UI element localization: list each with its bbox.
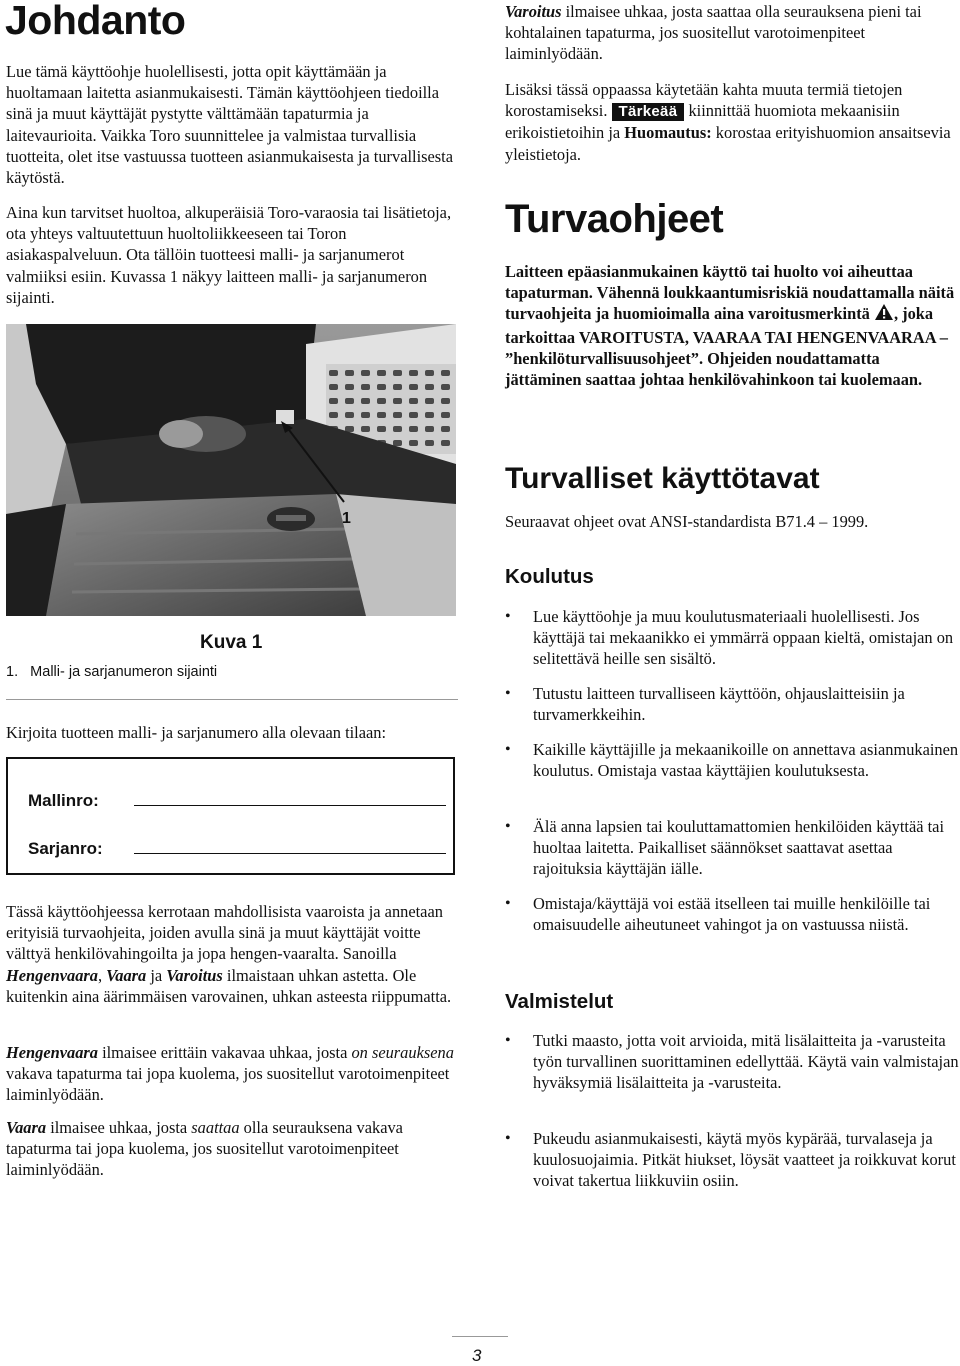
write-number-prompt: Kirjoita tuotteen malli- ja sarjanumero alla olevaan tilaan: [6, 723, 387, 742]
important-tag: Tärkeää [612, 103, 685, 121]
page-title: Johdanto [5, 0, 186, 43]
serial-number-label: Sarjanro: [28, 839, 103, 858]
footer-divider [452, 1336, 508, 1337]
practices-paragraph: Seuraavat ohjeet ovat ANSI-standardista B71.4 – 1999. [505, 512, 869, 531]
training-title: Koulutus [505, 565, 594, 588]
safe-practices-title: Turvalliset käyttötavat [505, 462, 820, 495]
list-item: • Tutki maasto, jotta voit arvioida, mitä lisälaitteita ja -varusteita työn turvallinen suorittaminen edellyttää. Käytä vain valmistajan hyväksymiä lisälaitteita ja -varusteita. [505, 1031, 959, 1093]
serial-number-field[interactable] [134, 853, 446, 854]
varoitus-definition: Varoitus ilmaisee uhkaa, josta saattaa olla seurauksena pieni tai kohtalainen tapaturma, jos suositellut varotoimenpiteet laiminlyödään. [505, 2, 922, 64]
serial-number-form [6, 757, 455, 875]
preparation-title: Valmistelut [505, 990, 614, 1013]
bullet-icon: • [505, 818, 511, 835]
list-item: • Älä anna lapsien tai kouluttamattomien henkilöiden käyttää tai huoltaa laitetta. Paikalliset säännökset saattavat asettaa rajoituksia käyttäjän iälle. [505, 817, 945, 879]
model-number-field[interactable] [134, 805, 446, 806]
list-item: • Omistaja/käyttäjä voi estää itselleen tai muille henkilöille tai omaisuudelle aiheutuneet vahingot ja on vastuussa niistä. [505, 894, 931, 935]
bullet-icon: • [505, 895, 511, 912]
bullet-icon: • [505, 1130, 511, 1147]
bullet-icon: • [505, 608, 511, 625]
terms-paragraph: Lisäksi tässä oppaassa käytetään kahta muuta termiä tietojen korostamiseksi. Tärkeää kiinnittää huomiota mekaanisiin erikoistietoihin ja Huomautus: korostaa erityishuomion ansaitsevia yleistietoja. [505, 80, 951, 164]
model-number-label: Mallinro: [28, 791, 99, 810]
figure-caption: 1. Malli- ja sarjanumeron sijainti [6, 664, 218, 680]
signal-words-paragraph: Tässä käyttöohjeessa kerrotaan mahdollisista vaaroista ja annetaan erityisiä turvaohjeita, joiden avulla sinä ja muut käyttäjät voitte välttyä henkilövahingoilta ja jopa hengen-vaaralta. Sanoilla Hengenvaara, Vaara ja Varoitus ilmaistaan uhkan astetta. Ole kuitenkin aina äärimmäisen varovainen, uhkan asteesta riippumatta. [6, 902, 452, 1006]
safety-title: Turvaohjeet [505, 197, 724, 241]
vaara-definition: Vaara ilmaisee uhkaa, josta saattaa olla seurauksena vakava tapaturma tai jopa kuolema, jos suositellut varotoimenpiteet laiminlyödään. [6, 1118, 403, 1180]
figure-title: Kuva 1 [200, 632, 263, 653]
list-item: • Pukeudu asianmukaisesti, käytä myös kypärää, turvalaseja ja kuulosuojaimia. Pitkät hiukset, löysät vaatteet ja roikkuvat korut voivat takertua liikkuviin osiin. [505, 1129, 956, 1191]
list-item: • Tutustu laitteen turvalliseen käyttöön, ohjauslaitteisiin ja turvamerkkeihin. [505, 684, 905, 725]
engine-photo [6, 324, 456, 616]
hengenvaara-definition: Hengenvaara ilmaisee erittäin vakavaa uhkaa, josta on seurauksena vakava tapaturma tai jopa kuolema, jos suositellut varotoimenpiteet laiminlyödään. [6, 1043, 454, 1105]
caption-divider [6, 699, 458, 700]
service-paragraph: Aina kun tarvitset huoltoa, alkuperäisiä Toro-varaosia tai lisätietoja, ota yhteys valtuutettuun huoltoliikkeeseen tai Toron asiakaspalveluun. Ota tällöin tuotteesi malli- ja sarjanumerot valmiiksi esiin. Kuvassa 1 näkyy laitteen malli- ja sarjanumeron sijainti. [6, 203, 452, 307]
bullet-icon: • [505, 1032, 511, 1049]
bullet-icon: • [505, 685, 511, 702]
page-number: 3 [472, 1346, 482, 1365]
list-item: • Kaikille käyttäjille ja mekaanikoille on annettava asianmukainen koulutus. Omistaja vastaa käyttäjien koulutuksesta. [505, 740, 959, 781]
engine-illustration [6, 324, 456, 616]
figure-callout-number: 1 [342, 510, 351, 527]
bullet-icon: • [505, 741, 511, 758]
list-item: • Lue käyttöohje ja muu koulutusmateriaali huolellisesti. Jos käyttäjä tai mekaanikko ei ymmärrä oppaan kieltä, omistajan on selitettävä heille sen sisältö. [505, 607, 954, 669]
intro-paragraph: Lue tämä käyttöohje huolellisesti, jotta opit käyttämään ja huoltamaan laitetta asianmukaisesti. Tämän käyttöohjeen tiedoilla sinä ja muut käyttäjät pystytte välttämään tapaturmia ja laitevaurioita. Vaikka Toro suunnittelee ja valmistaa turvallisia tuotteita, olet itse vastuussa tuotteen asianmukaisesta ja turvallisesta käytöstä. [6, 62, 453, 188]
warning-triangle-icon [874, 303, 894, 326]
safety-paragraph: Laitteen epäasianmukainen käyttö tai huolto voi aiheuttaa tapaturman. Vähennä loukkaantumisriskiä noudattamalla näitä turvaohjeita ja huomioimalla aina varoitusmerkintä , joka tarkoittaa VAROITUSTA, VAARAA TAI HENGENVAARAA – ”henkilöturvallisuusohjeet”. Ohjeiden noudattamatta jättäminen saattaa johtaa henkilövahinkoon tai kuolemaan. [505, 262, 955, 390]
